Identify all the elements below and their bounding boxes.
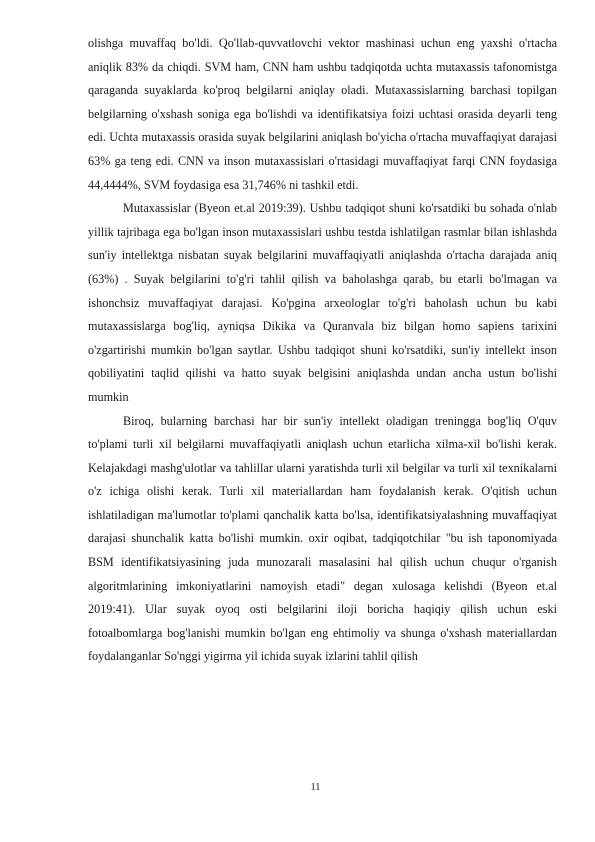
paragraph-1: olishga muvaffaq bo'ldi. Qo'llab-quvvatlovchi vektor mashinasi uchun eng yaxshi o'rtacha aniqlik 83% da chiqdi. SVM ham, CNN ham ushbu tadqiqotda uchta mutaxassis tafonomistga qaraganda suyaklarda ko'proq belgilarni aniqlay oladi. Mutaxassislarning barchasi topilgan belgilarning o'xshash soniga ega bo'lishdi va identifikatsiya foizi uchtasi orasida deyarli teng edi. Uchta mutaxassis orasida suyak belgilarini aniqlash bo'yicha o'rtacha muvaffaqiyat darajasi 63% ga teng edi. CNN va inson mutaxassislari o'rtasidagi muvaffaqiyat farqi CNN foydasiga 44,4444%, SVM foydasiga esa 31,746% ni tashkil etdi. bbox=[88, 36, 557, 192]
page-number: 11 bbox=[310, 782, 321, 793]
paragraph-3: Biroq, bularning barchasi har bir sun'iy intellekt oladigan treningga bog'liq O'quv to'plami turli xil belgilarni muvaffaqiyatli aniqlash uchun etarlicha xilma-xil bo'lishi kerak. Kelajakdagi mashg'ulotlar va tahlillar ularni yaratishda turli xil belgilar va turli xil texnikalarni o'z ichiga olishi kerak. Turli xil materiallardan ham foydalanish kerak. O'qitish uchun ishlatiladigan ma'lumotlar to'plami qanchalik katta bo'lsa, identifikatsiyalashning muvaffaqiyat darajasi shunchalik katta bo'lishi mumkin. oxir oqibat, tadqiqotchilar "bu ish taponomiyada BSM identifikatsiyasining juda munozarali masalasini hal qilish uchun chuqur o'rganish algoritmlarining imkoniyatlarini namoyish etadi" degan xulosaga kelishdi (Byeon et.al 2019:41). Ular suyak oyoq osti belgilarini iloji boricha haqiqiy qilish uchun eski fotoalbomlarga bog'lanishi mumkin bo'lgan eng ehtimoliy va shunga o'xshash materiallardan foydalanganlar So'nggi yigirma yil ichida suyak izlarini tahlil qilish bbox=[88, 413, 557, 664]
document-body bbox=[88, 32, 557, 669]
paragraph-2: Mutaxassislar (Byeon et.al 2019:39). Ushbu tadqiqot shuni ko'rsatdiki bu sohada o'nlab yillik tajribaga ega bo'lgan inson mutaxassislari ushbu testda ishlatilgan rasmlar bilan ishlashda sun'iy intellektga nisbatan suyak belgilarini muvaffaqiyatli aniqlashda o'rtacha darajada aniq (63%) . Suyak belgilarini to'g'ri tahlil qilish va baholashga qarab, bu etarli bo'lmagan va ishonchsiz muvaffaqiyat darajasi. Ko'pgina arxeologlar to'g'ri baholash uchun bu kabi mutaxassislarga bog'liq, ayniqsa Dikika va Quranvala biz bilgan homo sapiens tarixini o'zgartirishi mumkin bo'lgan saytlar. Ushbu tadqiqot shuni ko'rsatdiki, sun'iy intellekt inson qobiliyatini taqlid qilishi va hatto suyak belgisini aniqlashda undan ancha ustun bo'lishi mumkin bbox=[88, 201, 557, 404]
